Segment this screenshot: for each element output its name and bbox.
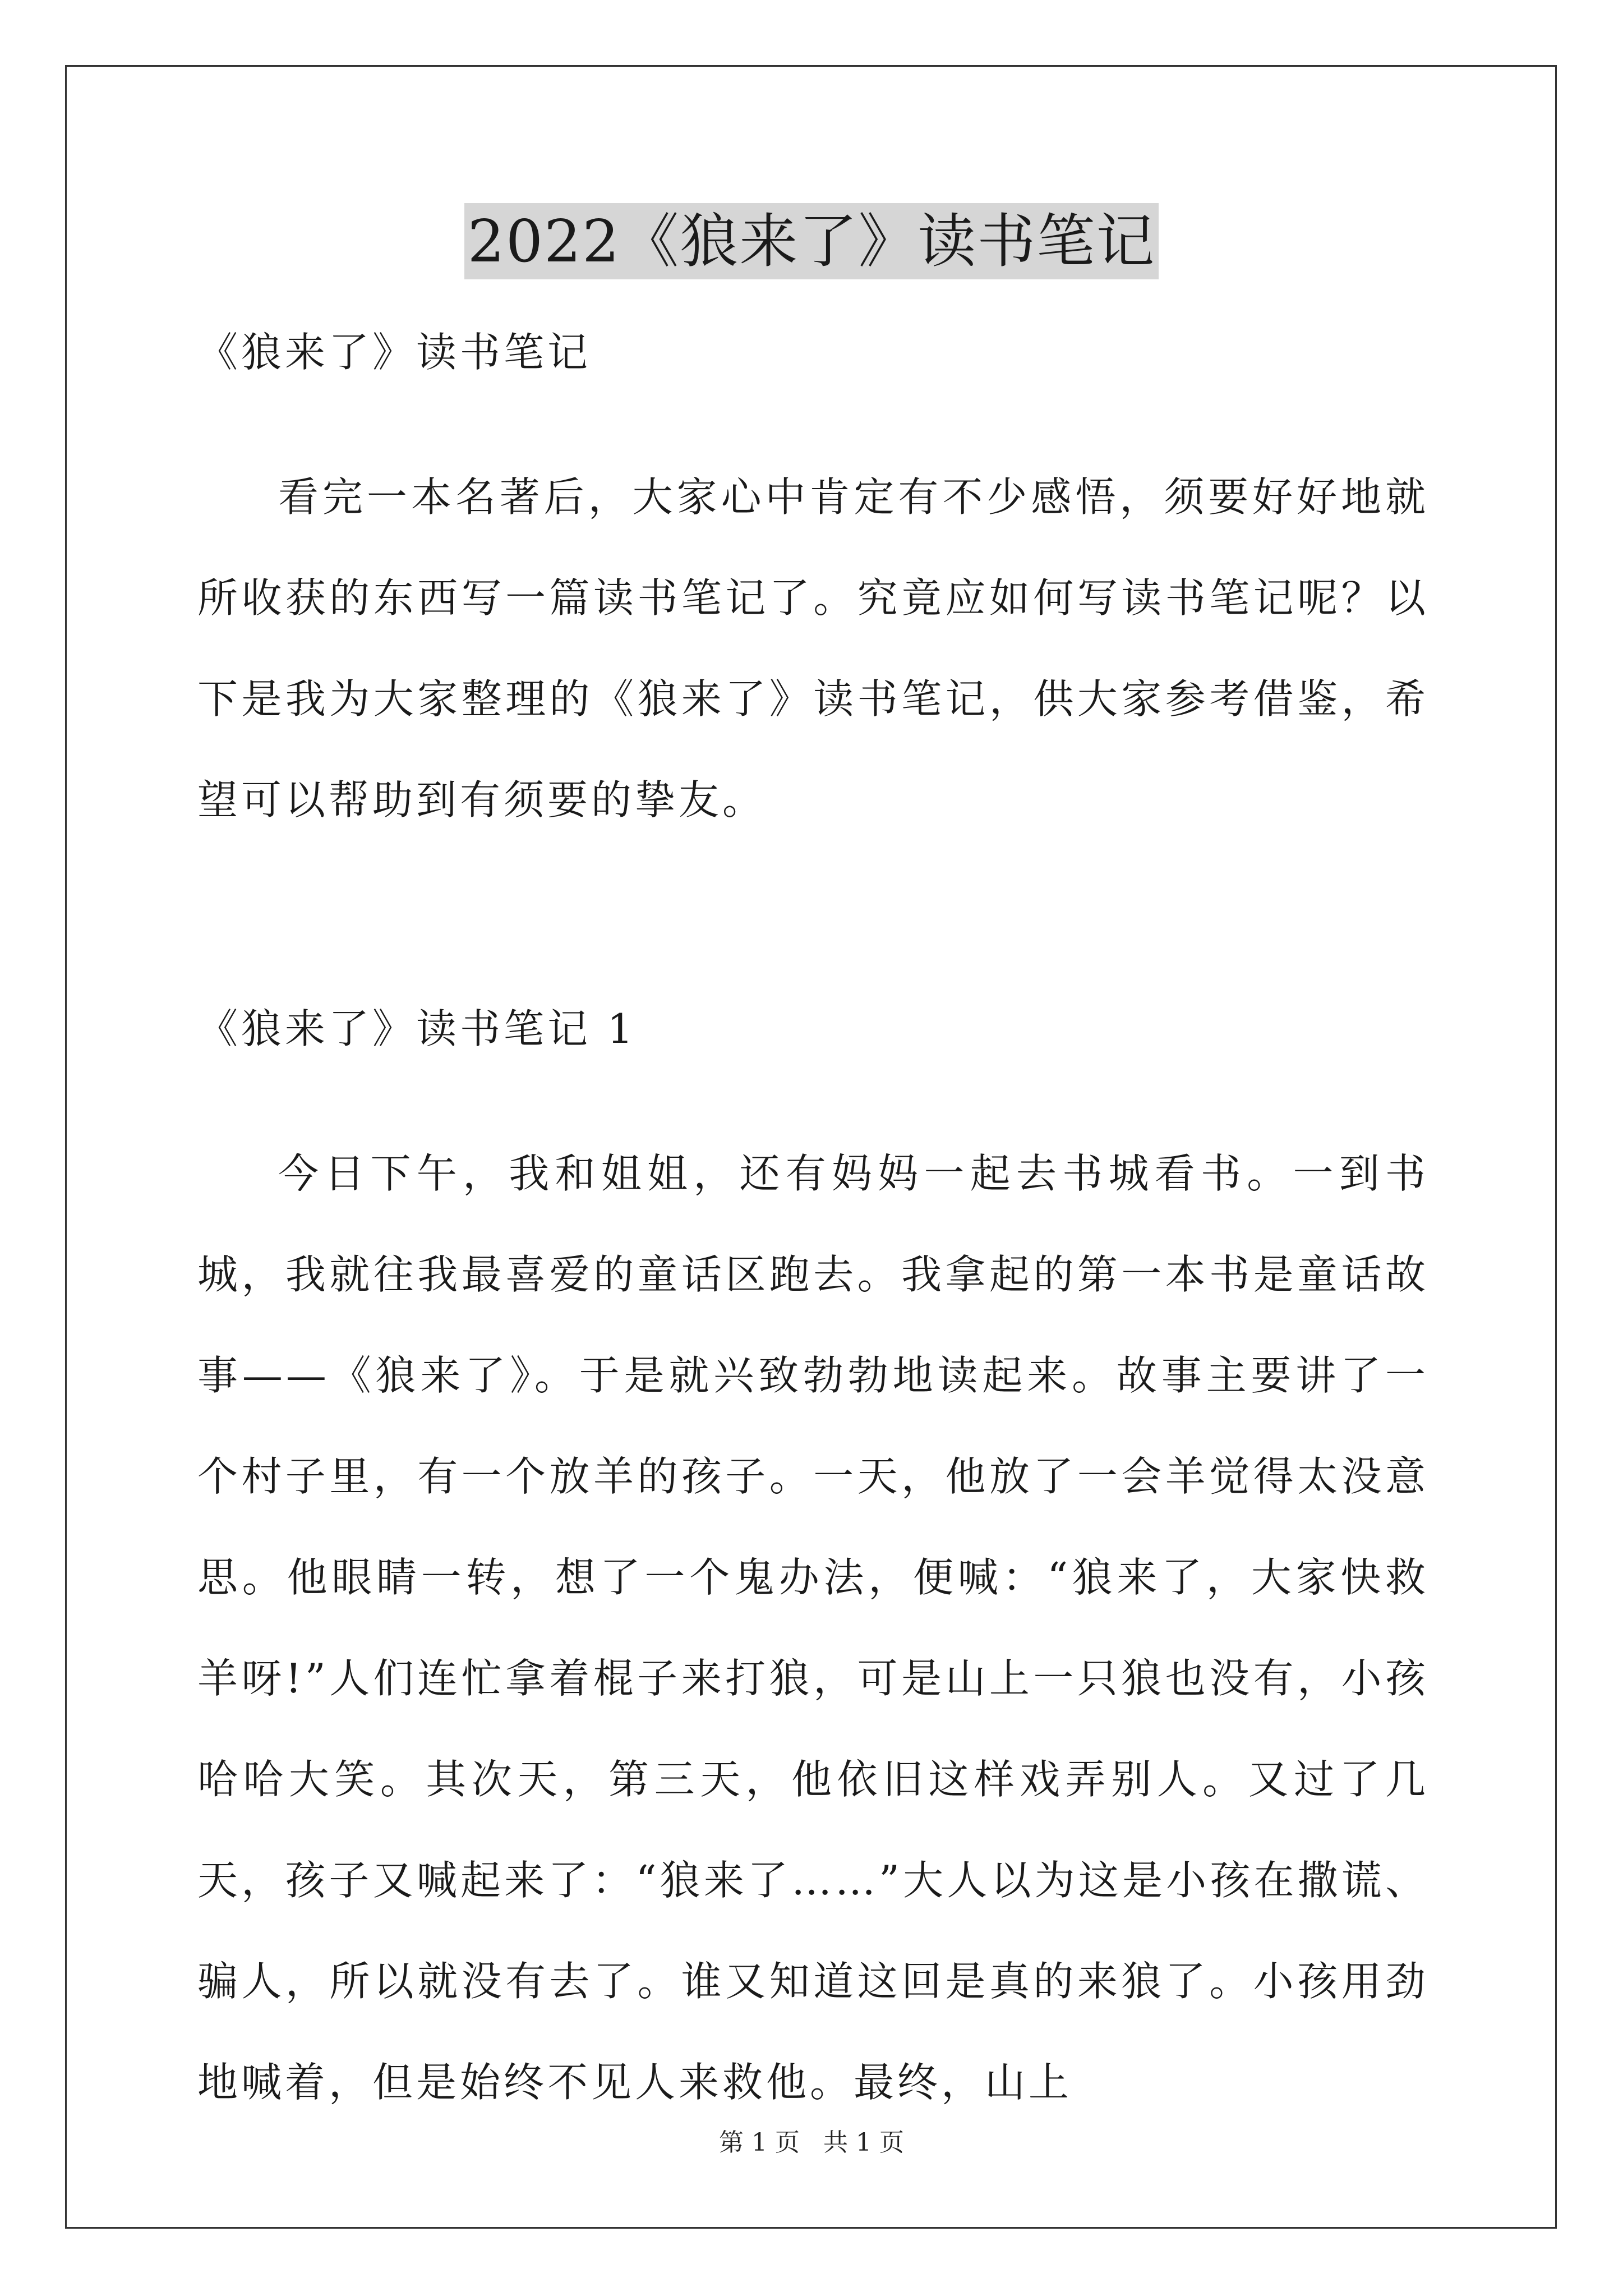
page-footer (0, 2126, 1623, 2160)
spacer (197, 1056, 1429, 1123)
spacer (197, 379, 1429, 447)
document-title: 2022《狼来了》读书笔记 (464, 203, 1159, 279)
section1-paragraph: 今日下午，我和姐姐，还有妈妈一起去书城看书。一到书城，我就往我最喜爱的童话区跑去。我拿起的第一本书是童话故事——《狼来了》。于是就兴致勃勃地读起来。故事主要讲了一个村子里，有一个放羊的孩子。一天，他放了一会羊觉得太没意思。他眼睛一转，想了一个鬼办法，便喊：“狼来了，大家快救羊呀!”人们连忙拿着棍子来打狼，可是山上一只狼也没有，小孩哈哈大笑。其次天，第三天，他依旧这样戏弄别人。又过了几天，孩子又喊起来了：“狼来了……”大人以为这是小孩在撒谎、骗人，所以就没有去了。谁又知道这回是真的来狼了。小孩用劲地喊着，但是始终不见人来救他。最终，山上 (197, 1150, 1429, 2106)
intro-heading: 《狼来了》读书笔记 (197, 329, 592, 376)
page-number: 第 1 页 (719, 2128, 800, 2157)
title-container (0, 203, 1623, 279)
intro-paragraph: 看完一本名著后，大家心中肯定有不少感悟，须要好好地就所收获的东西写一篇读书笔记了。究竟应如何写读书笔记呢？以下是我为大家整理的《狼来了》读书笔记，供大家参考借鉴，希望可以帮助到有须要的挚友。 (197, 473, 1429, 823)
document-body (197, 325, 1429, 2133)
page-total: 共 1 页 (823, 2128, 904, 2157)
spacer (197, 850, 1429, 1002)
section1-heading: 《狼来了》读书笔记 1 (197, 1005, 637, 1052)
